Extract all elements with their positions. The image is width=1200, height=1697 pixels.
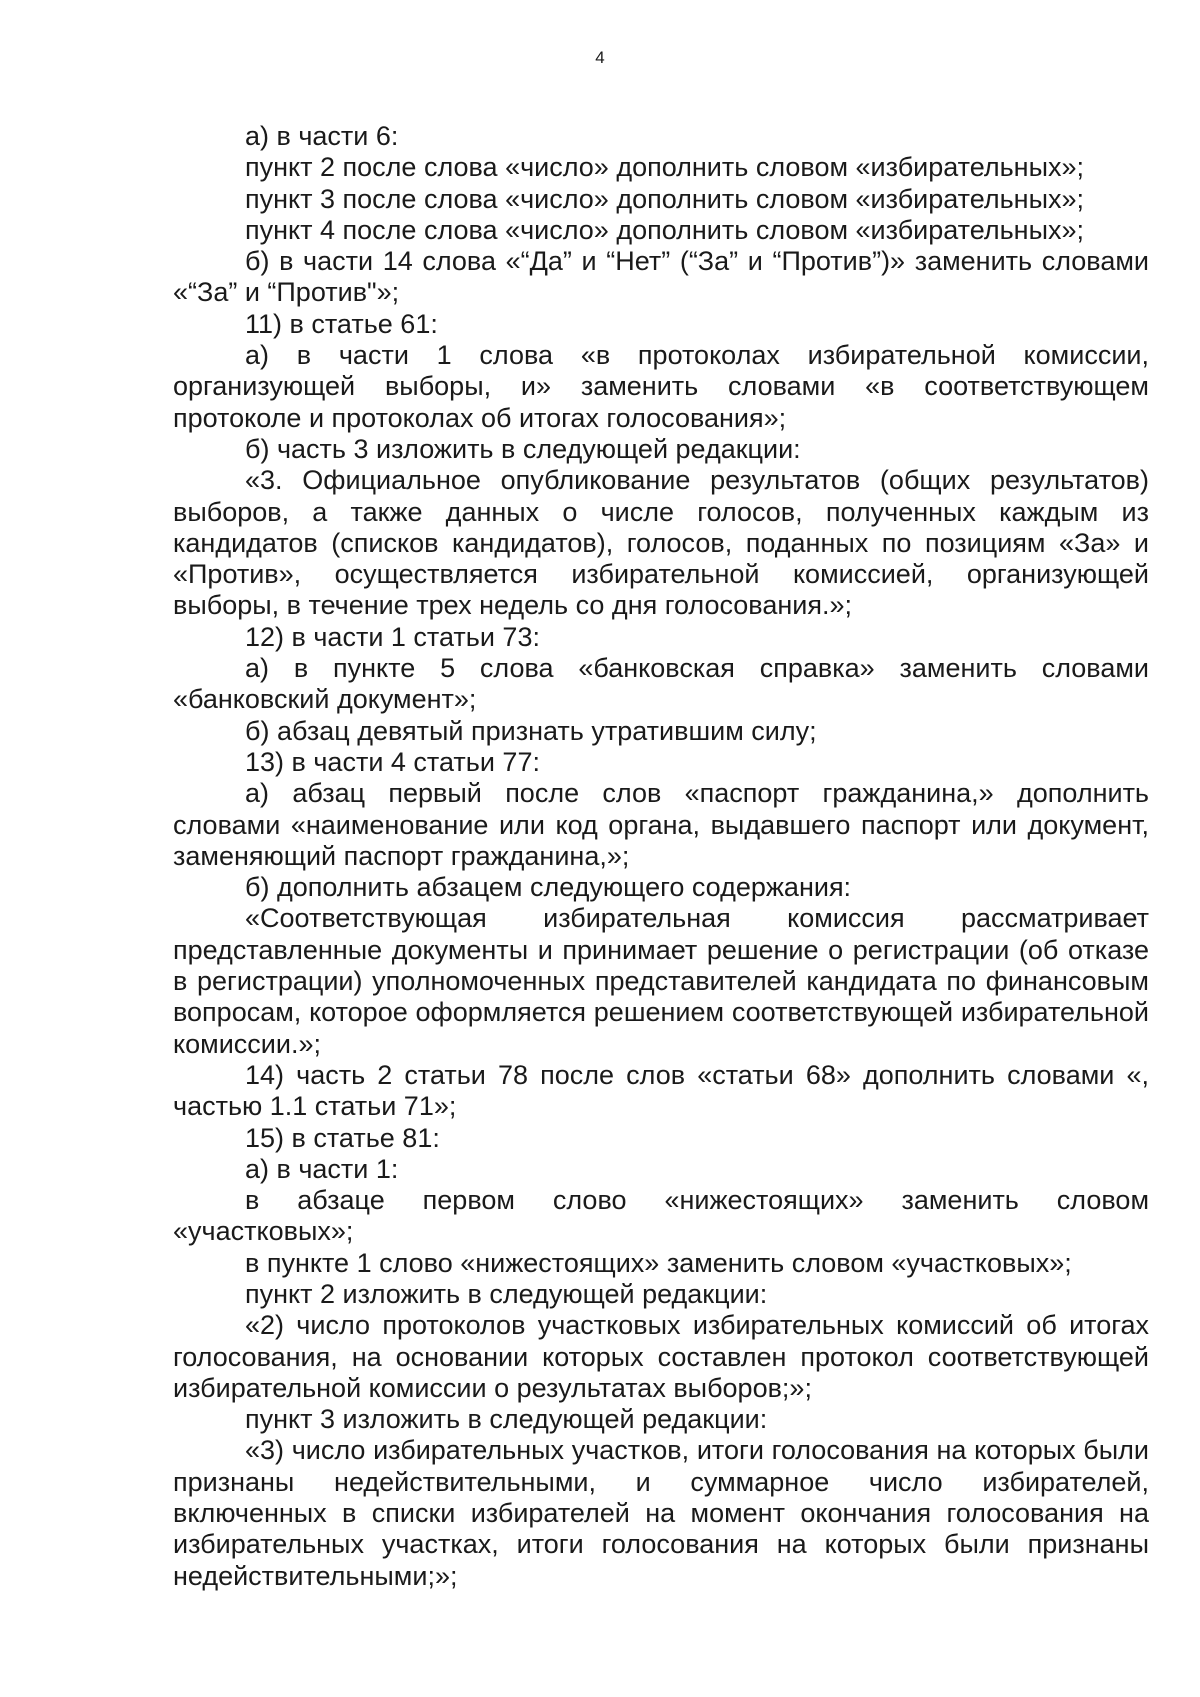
- paragraph: б) в части 14 слова «“Да” и “Нет” (“За” и “Против”)» заменить словами «“За” и “Против"»;: [173, 246, 1149, 308]
- paragraph: «3) число избирательных участков, итоги голосования на которых были признаны недействительными, и суммарное число избирателей, включенных в списки избирателей на момент окончания голосования на избирательных участках, итоги голосования на которых были признаны недействительными;»;: [173, 1435, 1149, 1591]
- paragraph: пункт 2 изложить в следующей редакции:: [245, 1278, 768, 1309]
- paragraph: 12) в части 1 статьи 73:: [245, 621, 540, 652]
- paragraph: б) абзац девятый признать утратившим силу;: [245, 715, 817, 746]
- paragraph: а) в пункте 5 слова «банковская справка» заменить словами «банковский документ»;: [173, 653, 1149, 715]
- paragraph: пункт 2 после слова «число» дополнить словом «избирательных»;: [245, 152, 1085, 183]
- paragraph: пункт 3 после слова «число» дополнить словом «избирательных»;: [245, 183, 1085, 214]
- paragraph: пункт 3 изложить в следующей редакции:: [245, 1404, 768, 1435]
- paragraph: пункт 4 после слова «число» дополнить словом «избирательных»;: [245, 214, 1085, 245]
- paragraph: б) часть 3 изложить в следующей редакции:: [245, 433, 801, 464]
- document-body: [173, 121, 1149, 1592]
- paragraph: а) абзац первый после слов «паспорт гражданина,» дополнить словами «наименование или код органа, выдавшего паспорт или документ, заменяющий паспорт гражданина,»;: [173, 778, 1149, 871]
- paragraph: 15) в статье 81:: [245, 1122, 440, 1153]
- paragraph: «2) число протоколов участковых избирательных комиссий об итогах голосования, на основании которых составлен протокол соответствующей избирательной комиссии о результатах выборов;»;: [173, 1310, 1149, 1403]
- paragraph: а) в части 1:: [245, 1153, 399, 1184]
- paragraph: в пункте 1 слово «нижестоящих» заменить словом «участковых»;: [245, 1247, 1072, 1278]
- paragraph: а) в части 1 слова «в протоколах избирательной комиссии, организующей выборы, и» заменить словами «в соответствующем протоколе и протоколах об итогах голосования»;: [173, 340, 1149, 433]
- paragraph: 13) в части 4 статьи 77:: [245, 746, 540, 777]
- paragraph: б) дополнить абзацем следующего содержания:: [245, 872, 852, 903]
- page-number: 4: [595, 48, 605, 67]
- paragraph: «3. Официальное опубликование результатов (общих результатов) выборов, а также данных о числе голосов, полученных каждым из кандидатов (списков кандидатов), голосов, поданных по позициям «За» и «Против», осуществляется избирательной комиссией, организующей выборы, в течение трех недель со дня голосования.»;: [173, 465, 1149, 621]
- paragraph: в абзаце первом слово «нижестоящих» заменить словом «участковых»;: [173, 1185, 1149, 1247]
- paragraph: 14) часть 2 статьи 78 после слов «статьи 68» дополнить словами «, частью 1.1 статьи 71»;: [173, 1059, 1149, 1122]
- paragraph: «Соответствующая избирательная комиссия рассматривает представленные документы и принимает решение о регистрации (об отказе в регистрации) уполномоченных представителей кандидата по финансовым вопросам, которое оформляется решением соответствующей избирательной комиссии.»;: [173, 903, 1149, 1059]
- paragraph: 11) в статье 61:: [245, 308, 438, 339]
- paragraph: а) в части 6:: [245, 121, 399, 151]
